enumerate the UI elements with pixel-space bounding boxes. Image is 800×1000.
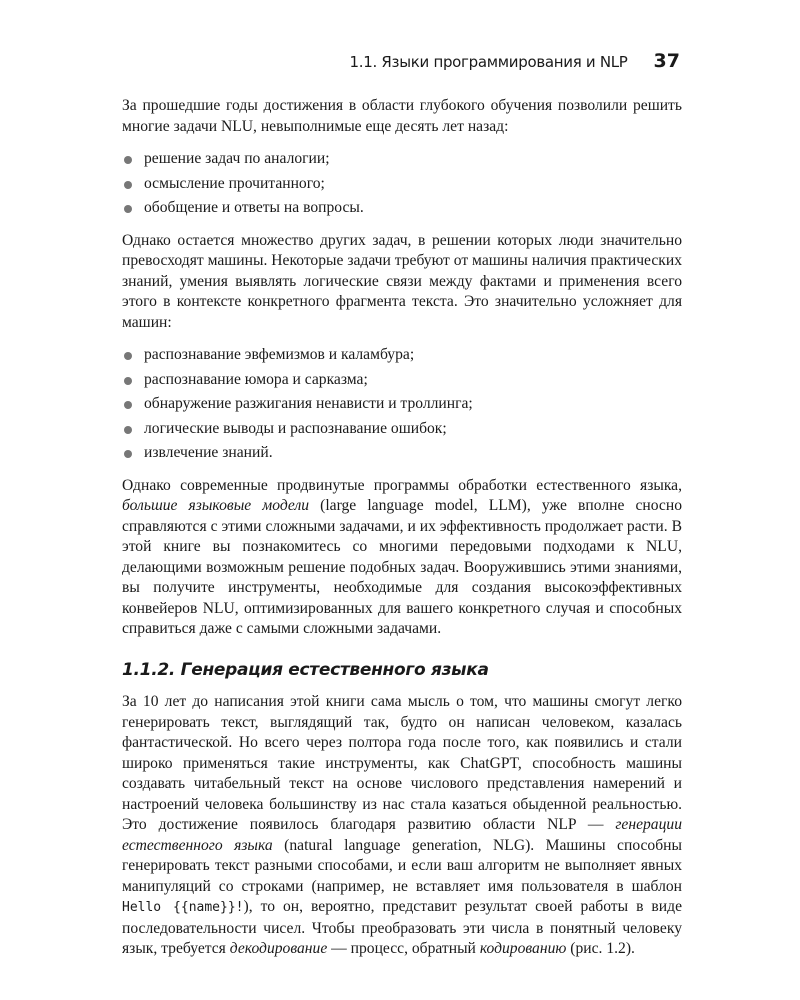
- nlg-paragraph: [122, 692, 682, 960]
- intro-paragraph: За прошедшие годы достижения в области глубокого обучения позволили решить многие задачи NLU, невыполнимые еще десять лет назад:: [122, 97, 682, 135]
- running-title: 1.1. Языки программирования и NLP: [349, 53, 628, 71]
- text-run: Однако современные продвинутые программы обработки естественного языка,: [122, 476, 682, 494]
- text-run: — процесс, обратный: [327, 940, 480, 957]
- text-run: (large language model, LLM), уже вполне сносно справляются с этими сложными задачами, и их эффективность продолжает расти. В этой книге вы познакомитесь со многими передовыми подходами к NLU, делающими возможным решение подобных задач. Вооружившись этими знаниями, вы получите инструменты, необходимые для создания высокоэффективных конвейеров NLU, оптимизированных для вашего конкретного случая и способных справиться даже с самыми сложными задачами.: [122, 497, 682, 637]
- page-number: 37: [653, 50, 680, 72]
- list-item: осмысление прочитанного;: [122, 174, 682, 195]
- term-nlg: генерации естественного языка: [122, 816, 682, 854]
- list-item: распознавание юмора и сарказма;: [122, 370, 682, 391]
- challenges-paragraph: Однако остается множество других задач, в решении которых люди значительно превосходят машины. Некоторые задачи требуют от машины наличия практических знаний, умения выявлять логические связи между фактами и применения всего этого в контексте конкретного фрагмента текста. Это значительно усложняет для машин:: [122, 231, 682, 331]
- running-header: [122, 50, 680, 74]
- list-item: решение задач по аналогии;: [122, 149, 682, 170]
- hard-tasks-list: [122, 345, 682, 464]
- text-run: ), то он, вероятно, представит результат своей работы в виде последовательности чисел. Чтобы преобразовать эти числа в понятный человеку язык, требуется: [122, 898, 682, 957]
- code-snippet: Hello {{name}}!: [122, 900, 244, 915]
- list-item: извлечение знаний.: [122, 443, 682, 464]
- list-item: обнаружение разжигания ненависти и троллинга;: [122, 394, 682, 415]
- page-body: [122, 96, 682, 972]
- list-item: логические выводы и распознавание ошибок;: [122, 419, 682, 440]
- term-encoding: кодированию: [479, 940, 567, 957]
- term-llm: большие языковые модели: [122, 497, 310, 514]
- text-run: (natural language generation, NLG). Машины способны генерировать текст разными способами, и если ваш алгоритм не выполняет явных манипуляций со строками (например, не вставляет имя пользователя в шаблон: [122, 836, 682, 895]
- text-run: (рис. 1.2).: [566, 940, 635, 957]
- llm-paragraph: [122, 476, 682, 640]
- text-run: За 10 лет до написания этой книги сама мысль о том, что машины смогут легко генерировать текст, выглядящий так, будто он написан человеком, казалась фантастической. Но всего через полтора года после того, как появились и стали широко применяться такие инструменты, как ChatGPT, способность машины создавать читабельный текст на основе числового представления намерений и настроений человека большинству из нас стала казаться обыденной реальностью. Это достижение появилось благодаря развитию области NLP —: [122, 693, 682, 833]
- list-item: обобщение и ответы на вопросы.: [122, 198, 682, 219]
- nlu-solved-tasks-list: [122, 149, 682, 219]
- section-heading: 1.1.2. Генерация естественного языка: [122, 659, 489, 680]
- term-decoding: декодирование: [229, 940, 328, 957]
- list-item: распознавание эвфемизмов и каламбура;: [122, 345, 682, 366]
